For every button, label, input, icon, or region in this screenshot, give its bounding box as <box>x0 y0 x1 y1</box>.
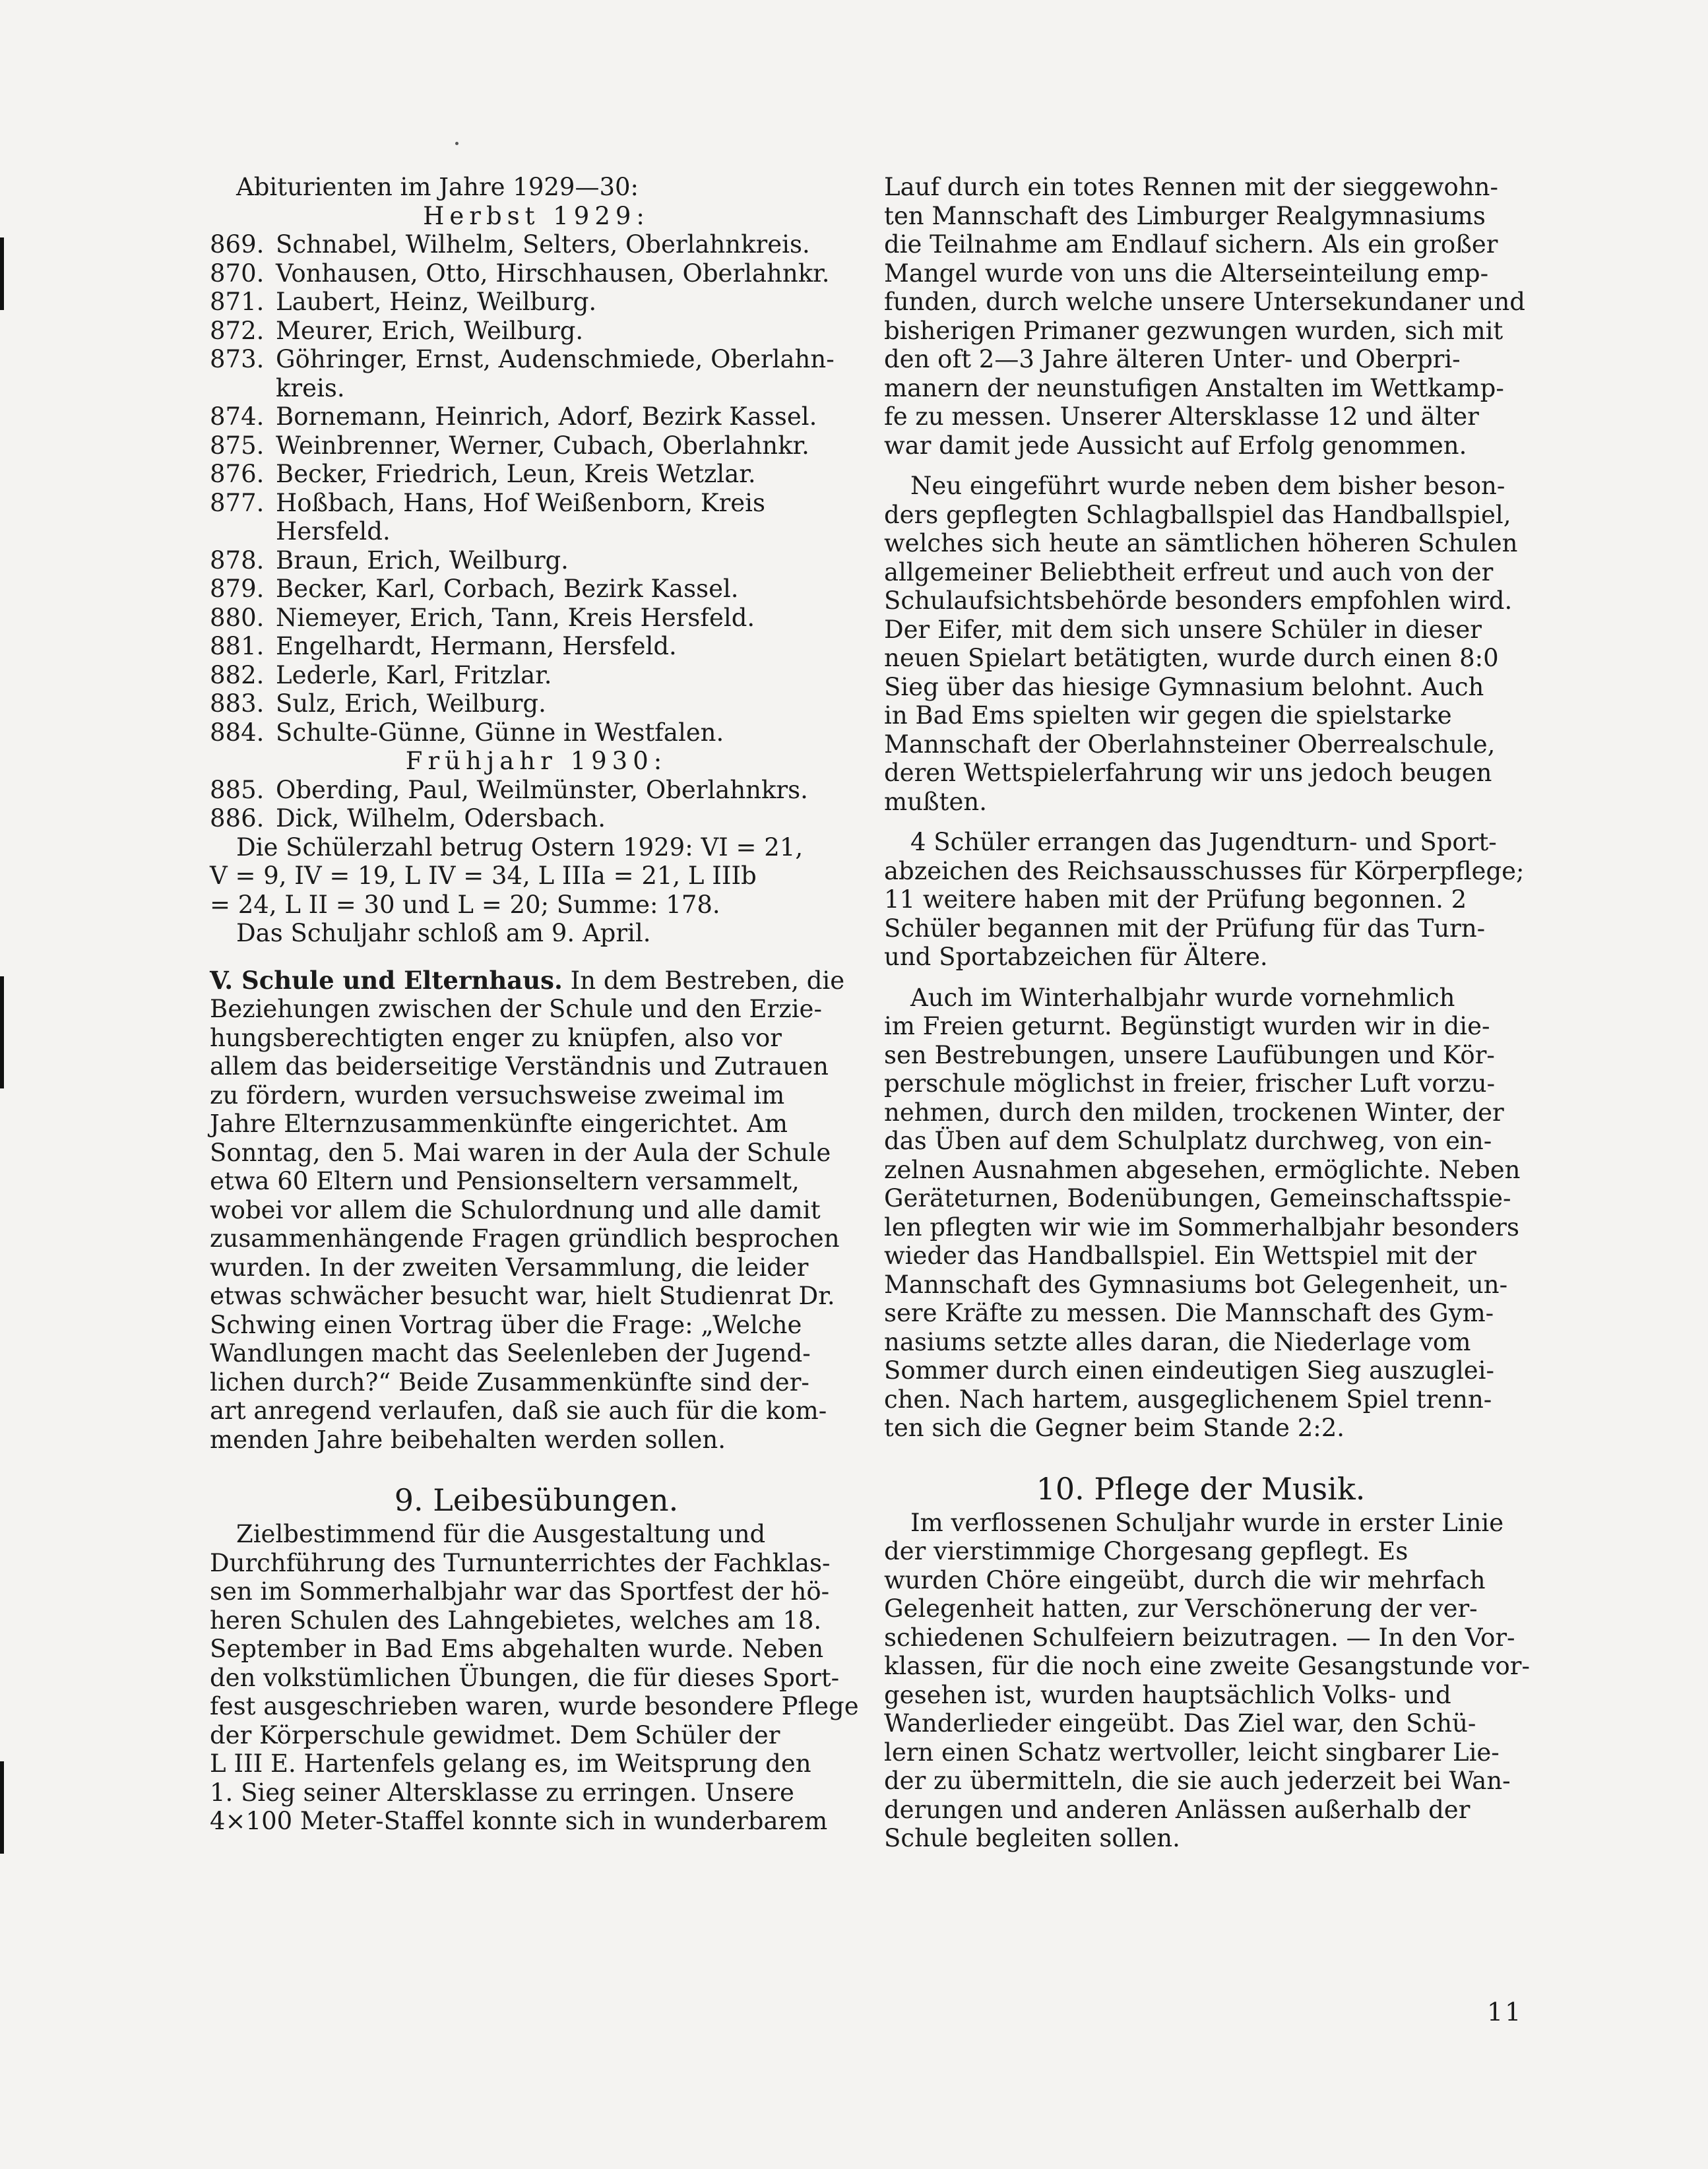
section-10-paragraph <box>884 1508 1530 1853</box>
entry-text: Braun, Erich, Weilburg. <box>276 546 569 575</box>
text-line: fest ausgeschrieben waren, wurde besondere Pflege <box>210 1692 859 1720</box>
text-line: neuen Spielart betätigten, wurde durch einen 8:0 <box>884 644 1499 672</box>
text-line: V = 9, IV = 19, L IV = 34, L IIIa = 21, L IIIb <box>210 862 757 890</box>
list-item <box>210 718 863 747</box>
autumn-list <box>210 230 863 747</box>
list-item <box>210 317 863 346</box>
list-item <box>210 402 863 431</box>
list-item <box>210 288 863 317</box>
paragraph-badges <box>884 828 1525 972</box>
paragraph-handball <box>884 472 1517 816</box>
text-line: wieder das Handballspiel. Ein Wettspiel mit der <box>884 1242 1476 1270</box>
list-item <box>210 489 863 546</box>
entry-number: 886. <box>210 804 265 833</box>
text-line: Mannschaft des Gymnasiums bot Gelegenheit, un- <box>884 1270 1508 1299</box>
entry-text: Schulte-Günne, Günne in Westfalen. <box>276 718 724 747</box>
text-line: Beziehungen zwischen der Schule und den Erzie- <box>210 995 822 1023</box>
text-line: bisherigen Primaner gezwungen wurden, sich mit <box>884 316 1503 345</box>
section-9-paragraph <box>210 1520 863 1836</box>
text-line: Gelegenheit hatten, zur Verschönerung der ver- <box>884 1594 1478 1623</box>
text-line: Mannschaft der Oberlahnsteiner Oberrealschule, <box>884 730 1496 759</box>
text-line: fe zu messen. Unserer Altersklasse 12 und älter <box>884 402 1479 431</box>
entry-text: Dick, Wilhelm, Odersbach. <box>276 804 606 833</box>
text-line: in Bad Ems spielten wir gegen die spielstarke <box>884 701 1452 730</box>
entry-text: Meurer, Erich, Weilburg. <box>276 316 584 345</box>
left-column <box>210 173 863 1836</box>
text-line: etwa 60 Eltern und Pensionseltern versammelt, <box>210 1167 800 1195</box>
text-line: sen im Sommerhalbjahr war das Sportfest der hö- <box>210 1577 830 1606</box>
text-line: im Freien geturnt. Begünstigt wurden wir in die- <box>884 1012 1490 1040</box>
text-line: welches sich heute an sämtlichen höheren Schulen <box>884 529 1518 557</box>
text-line: Schule begleiten sollen. <box>884 1824 1180 1852</box>
entry-text: Hersfeld. <box>276 517 391 546</box>
list-item <box>210 460 863 489</box>
text-line: Schüler begannen mit der Prüfung für das Turn- <box>884 914 1486 943</box>
text-line: klassen, für die noch eine zweite Gesangstunde vor- <box>884 1652 1530 1680</box>
list-item <box>210 689 863 718</box>
text-line: In dem Bestreben, die <box>570 966 845 995</box>
text-line: Zielbestimmend für die Ausgestaltung und <box>236 1520 766 1548</box>
entry-number: 882. <box>210 660 265 689</box>
text-line: abzeichen des Reichsausschusses für Körperpflege; <box>884 856 1525 885</box>
text-line: funden, durch welche unsere Untersekundaner und <box>884 288 1525 316</box>
text-line: L III E. Hartenfels gelang es, im Weitsprung den <box>210 1749 811 1778</box>
text-line: Geräteturnen, Bodenübungen, Gemeinschaftsspie- <box>884 1184 1511 1212</box>
text-line: den oft 2—3 Jahre älteren Unter- und Oberpri- <box>884 345 1461 373</box>
entry-text: Vonhausen, Otto, Hirschhausen, Oberlahnkr. <box>276 259 830 288</box>
text-line: war damit jede Aussicht auf Erfolg genommen. <box>884 431 1467 460</box>
entry-text: Engelhardt, Hermann, Hersfeld. <box>276 632 677 660</box>
text-line: chen. Nach hartem, ausgeglichenem Spiel trenn- <box>884 1385 1492 1414</box>
text-line: Neu eingeführt wurde neben dem bisher beson- <box>910 472 1505 500</box>
text-line: Wanderlieder eingeübt. Das Ziel war, den Schü- <box>884 1709 1476 1738</box>
list-item <box>210 259 863 288</box>
list-item <box>210 431 863 460</box>
text-line: len pflegten wir wie im Sommerhalbjahr besonders <box>884 1212 1519 1242</box>
text-line: Jahre Elternzusammenkünfte eingerichtet. Am <box>210 1110 788 1138</box>
text-line: hungsberechtigten enger zu knüpfen, also vor <box>210 1023 782 1052</box>
section-5-paragraph <box>210 966 863 1455</box>
text-line: der zu übermitteln, die sie auch jederzeit bei Wan- <box>884 1767 1511 1795</box>
text-line: nehmen, durch den milden, trockenen Winter, der <box>884 1098 1504 1127</box>
text-line: art anregend verlaufen, daß sie auch für die kom- <box>210 1397 827 1425</box>
section-10-heading: 10. Pflege der Musik. <box>1036 1470 1366 1507</box>
text-line: 4×100 Meter-Staffel konnte sich in wunderbarem <box>210 1807 828 1835</box>
entry-text: Oberding, Paul, Weilmünster, Oberlahnkrs. <box>276 775 808 804</box>
text-line: sen Bestrebungen, unsere Laufübungen und Kör- <box>884 1040 1495 1069</box>
text-line: heren Schulen des Lahngebietes, welches am 18. <box>210 1606 822 1635</box>
text-line: 1. Sieg seiner Altersklasse zu erringen. Unsere <box>210 1778 794 1807</box>
right-column <box>884 173 1530 1853</box>
text-line: Durchführung des Turnunterrichtes der Fachklas- <box>210 1548 831 1577</box>
entry-number: 872. <box>210 316 265 345</box>
entry-text: Niemeyer, Erich, Tann, Kreis Hersfeld. <box>276 603 755 632</box>
text-line: allgemeiner Beliebtheit erfreut und auch von der <box>884 557 1494 586</box>
text-line: wobei vor allem die Schulordnung und alle damit <box>210 1195 821 1224</box>
text-line: Sommer durch einen eindeutigen Sieg auszuglei- <box>884 1356 1495 1385</box>
list-item <box>210 345 863 402</box>
text-line: schiedenen Schulfeiern beizutragen. — In den Vor- <box>884 1623 1515 1652</box>
spring-heading: Frühjahr 1930: <box>405 747 668 775</box>
text-line: Die Schülerzahl betrug Ostern 1929: VI = 21, <box>236 833 804 862</box>
text-line: zusammenhängende Fragen gründlich besprochen <box>210 1224 840 1253</box>
text-line: ders gepflegten Schlagballspiel das Handballspiel, <box>884 500 1511 529</box>
scan-edge-mark <box>0 237 4 310</box>
entry-number: 885. <box>210 775 265 804</box>
entry-number: 869. <box>210 230 265 259</box>
entry-number: 880. <box>210 603 265 632</box>
scan-edge-mark <box>0 976 4 1088</box>
paragraph-winter <box>884 983 1521 1443</box>
entry-text: Bornemann, Heinrich, Adorf, Bezirk Kassel. <box>276 402 817 431</box>
entry-number: 870. <box>210 259 265 288</box>
section-9-heading: 9. Leibesübungen. <box>394 1482 679 1518</box>
autumn-heading: Herbst 1929: <box>423 201 650 230</box>
entry-text: Schnabel, Wilhelm, Selters, Oberlahnkreis. <box>276 230 810 259</box>
text-line: perschule möglichst in freier, frischer Luft vorzu- <box>884 1069 1496 1098</box>
list-item <box>210 230 863 259</box>
entry-number: 883. <box>210 689 265 718</box>
entry-text: kreis. <box>276 373 345 402</box>
text-line: ten sich die Gegner beim Stande 2:2. <box>884 1414 1344 1442</box>
text-line: Schwing einen Vortrag über die Frage: „Welche <box>210 1310 802 1339</box>
list-item <box>210 575 863 604</box>
text-line: allem das beiderseitige Verständnis und Zutrauen <box>210 1052 829 1081</box>
text-line: etwas schwächer besucht war, hielt Studienrat Dr. <box>210 1282 835 1310</box>
entry-number: 878. <box>210 546 265 575</box>
page-number: 11 <box>1487 1997 1523 2027</box>
entry-number: 875. <box>210 431 265 460</box>
text-line: menden Jahre beibehalten werden sollen. <box>210 1425 726 1454</box>
text-line: den volkstümlichen Übungen, die für dieses Sport- <box>210 1663 840 1692</box>
text-line: der Körperschule gewidmet. Dem Schüler der <box>210 1720 780 1749</box>
entry-number: 874. <box>210 402 265 431</box>
entry-number: 879. <box>210 575 265 603</box>
entry-text: Becker, Friedrich, Leun, Kreis Wetzlar. <box>276 460 756 488</box>
entry-number: 873. <box>210 345 265 373</box>
list-item <box>210 632 863 661</box>
entry-number: 877. <box>210 488 265 517</box>
school-year-end: Das Schuljahr schloß am 9. April. <box>236 919 651 947</box>
list-item <box>210 661 863 690</box>
section-5-title: V. Schule und Elternhaus. <box>210 965 563 995</box>
entry-text: Lederle, Karl, Fritzlar. <box>276 660 552 689</box>
text-line: Auch im Winterhalbjahr wurde vornehmlich <box>910 983 1455 1012</box>
text-line: Im verflossenen Schuljahr wurde in erster Linie <box>910 1508 1504 1537</box>
text-line: und Sportabzeichen für Ältere. <box>884 943 1268 971</box>
entry-text: Sulz, Erich, Weilburg. <box>276 689 546 718</box>
text-line: die Teilnahme am Endlauf sichern. Als ein großer <box>884 230 1498 259</box>
paragraph-relay <box>884 173 1525 460</box>
text-line: Der Eifer, mit dem sich unsere Schüler in dieser <box>884 615 1482 644</box>
text-line: nasiums setzte alles daran, die Niederlage vom <box>884 1327 1471 1356</box>
text-line: ten Mannschaft des Limburger Realgymnasiums <box>884 201 1486 230</box>
text-line: deren Wettspielerfahrung wir uns jedoch beugen <box>884 759 1492 787</box>
list-item <box>210 604 863 633</box>
text-line: = 24, L II = 30 und L = 20; Summe: 178. <box>210 890 720 919</box>
spring-list <box>210 776 863 833</box>
scan-edge-mark <box>0 1761 4 1854</box>
entry-text: Hoßbach, Hans, Hof Weißenborn, Kreis <box>276 488 765 517</box>
list-item <box>210 546 863 575</box>
text-line: 4 Schüler errangen das Jugendturn- und Sport- <box>910 828 1497 856</box>
text-line: 11 weitere haben mit der Prüfung begonnen. 2 <box>884 885 1467 914</box>
entry-text: Weinbrenner, Werner, Cubach, Oberlahnkr. <box>276 431 809 460</box>
text-line: September in Bad Ems abgehalten wurde. Neben <box>210 1635 824 1663</box>
text-line: manern der neunstufigen Anstalten im Wettkamp- <box>884 373 1504 402</box>
text-line: Schulaufsichtsbehörde besonders empfohlen wird. <box>884 586 1513 615</box>
scan-speck <box>455 142 459 145</box>
student-count-paragraph <box>210 833 863 920</box>
entry-text: Laubert, Heinz, Weilburg. <box>276 288 597 316</box>
list-item <box>210 804 863 833</box>
entry-number: 881. <box>210 632 265 660</box>
list-item <box>210 776 863 805</box>
text-line: wurden Chöre eingeübt, durch die wir mehrfach <box>884 1565 1486 1594</box>
entry-number: 871. <box>210 288 265 316</box>
text-line: mußten. <box>884 787 987 816</box>
text-line: wurden. In der zweiten Versammlung, die leider <box>210 1253 809 1282</box>
entry-text: Becker, Karl, Corbach, Bezirk Kassel. <box>276 575 739 603</box>
text-line: sere Kräfte zu messen. Die Mannschaft des Gym- <box>884 1299 1494 1327</box>
text-line: Mangel wurde von uns die Alterseinteilung emp- <box>884 259 1489 288</box>
text-line: zu fördern, wurden versuchsweise zweimal im <box>210 1081 785 1110</box>
graduates-heading: Abiturienten im Jahre 1929—30: <box>236 173 639 201</box>
text-line: Sonntag, den 5. Mai waren in der Aula der Schule <box>210 1138 831 1167</box>
entry-text: Göhringer, Ernst, Audenschmiede, Oberlahn- <box>276 345 835 373</box>
text-line: derungen und anderen Anlässen außerhalb der <box>884 1795 1471 1824</box>
text-line: gesehen ist, wurden hauptsächlich Volks- und <box>884 1680 1451 1709</box>
entry-number: 884. <box>210 718 265 747</box>
text-line: das Üben auf dem Schulplatz durchweg, von ein- <box>884 1127 1492 1155</box>
text-line: Lauf durch ein totes Rennen mit der sieggewohn- <box>884 173 1498 201</box>
text-line: Sieg über das hiesige Gymnasium belohnt. Auch <box>884 672 1484 701</box>
text-line: lern einen Schatz wertvoller, leicht singbarer Lie- <box>884 1738 1500 1767</box>
text-line: zelnen Ausnahmen abgesehen, ermöglichte. Neben <box>884 1155 1521 1184</box>
text-line: lichen durch?“ Beide Zusammenkünfte sind der- <box>210 1367 809 1397</box>
text-line: der vierstimmige Chorgesang gepflegt. Es <box>884 1537 1408 1565</box>
text-line: Wandlungen macht das Seelenleben der Jugend- <box>210 1339 811 1367</box>
entry-number: 876. <box>210 460 265 488</box>
